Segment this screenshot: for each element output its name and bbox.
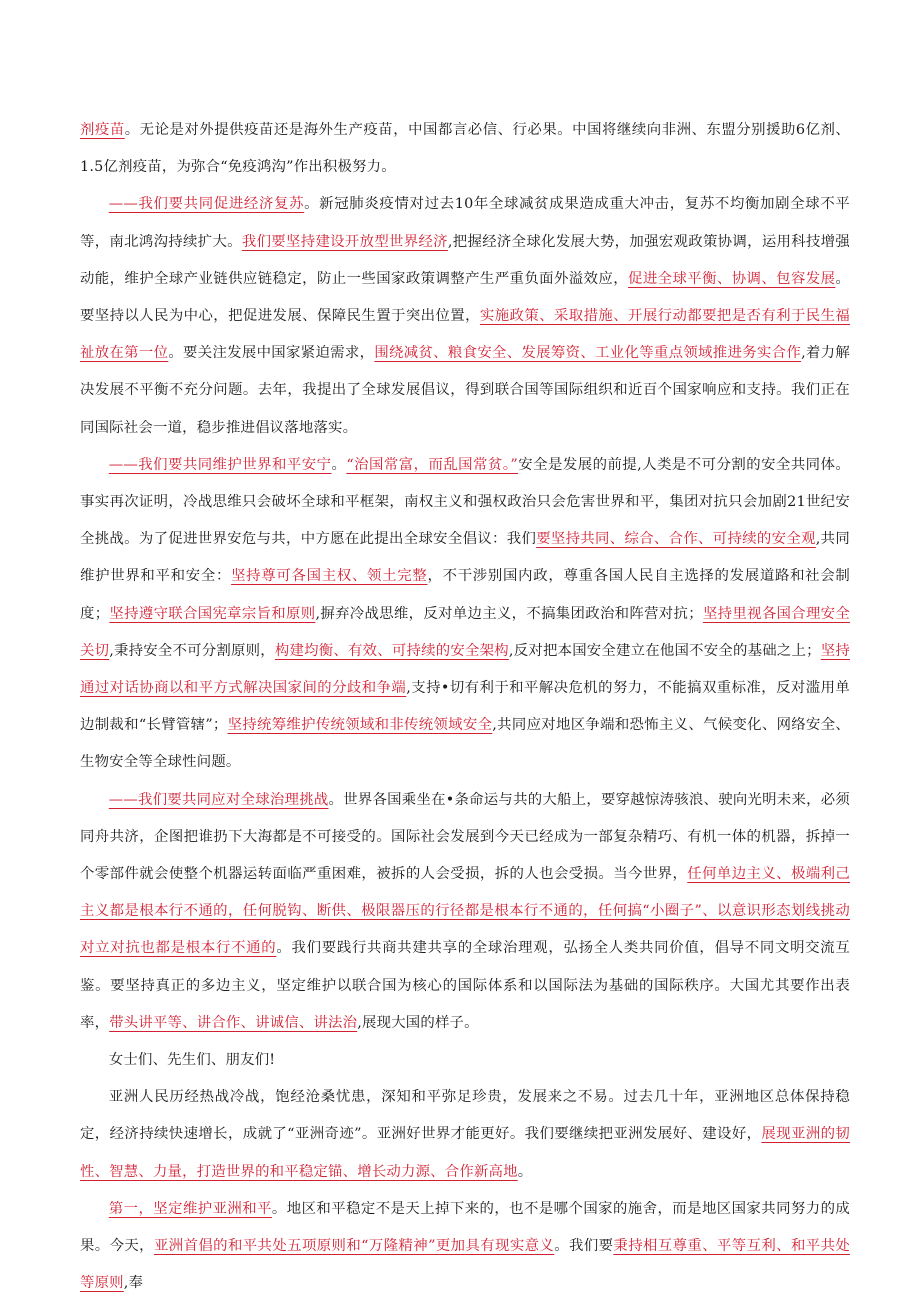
text-run: 。无论是对外提供疫苗还是海外生产疫苗，中国都言必信、行必果。中国将继续向非洲、东盟分别援助6亿剂、1.5亿剂疫苗，为弥合“免疫鸿沟”作出积极努力。 xyxy=(80,122,850,176)
text-run: ,共同应对地区争端和恐怖主义、气候变化、网络安全、生物安全等全球性问题。 xyxy=(80,717,851,771)
text-run: ,支持•切有利于和平解决危机的努力，不能搞双重标准，反对滥用单边制裁和“长臂管辖”； xyxy=(80,680,851,734)
paragraph-6 xyxy=(80,1079,850,1191)
highlight-run: 实施政策、采取措施、开展行动都要把是否有利于民生福祉放在第一位 xyxy=(80,308,850,362)
highlight-run: 亚洲首倡的和平共处五项原则和“万隆精神”更加具有现实意义 xyxy=(153,1238,555,1255)
text-run: 。要关注发展中国家紧迫需求， xyxy=(168,345,375,362)
text-run: 。地区和平稳定不是天上掉下来的，也不是哪个国家的施舍，而是地区国家共同努力的成果。今天， xyxy=(80,1200,850,1255)
highlight-run: 剂疫苗 xyxy=(80,122,125,138)
text-run: ,着力解决发展不平衡不充分问题。去年，我提出了全球发展倡议，得到联合国等国际组织和近百个国家响应和支持。我们正在同国际社会一道，稳步推进倡议落地落实。 xyxy=(80,345,850,436)
text-run: ,共同维护世界和平和安全： xyxy=(80,531,850,585)
section-heading: ——我们要共同应对全球治理挑战 xyxy=(108,791,329,808)
highlight-run: 秉持相互尊重、平等互利、和平共处等原则 xyxy=(80,1238,850,1292)
paragraph-3 xyxy=(80,447,850,782)
paragraph-7 xyxy=(80,1191,850,1303)
section-heading: ——我们要共同促进经济复苏 xyxy=(108,196,305,213)
highlight-run: 坚持尊可各国主权、领土完整 xyxy=(231,568,428,585)
text-run: ,秉持安全不可分割原则， xyxy=(109,642,275,659)
highlight-run: 坚持统筹维护传统领域和非传统领域安全 xyxy=(227,717,493,734)
highlight-run: 构建均衡、有效、可持续的安全架构 xyxy=(274,642,509,659)
salutation: 女士们、先生们、朋友们! xyxy=(108,1052,276,1069)
text-run: 安全是发展的前提,人类是不可分割的安全共同体。事实再次证明，冷战思维只会破坏全球和平框架，南权主义和强权政治只会危害世界和平，集团对抗只会加剧21世纪安全挑战。为了促进世界安危与共，中方愿在此提出全球安全倡议：我们 xyxy=(80,456,850,548)
text-run: ,奉 xyxy=(123,1275,144,1292)
text-run: ,摒弃冷战思维，反对单边主义，不搞集团政治和阵营对抗； xyxy=(315,605,703,622)
text-run: ,把握经济全球化发展大势，加强宏观政策协调，运用科技增强动能，维护全球产业链供应链稳定，防止一些国家政策调整产生严重负面外溢效应， xyxy=(80,233,850,287)
section-heading: ——我们要共同维护世界和平安宁 xyxy=(108,456,332,473)
highlight-run: 促进全球平衡、协调、包容发展 xyxy=(628,270,836,287)
text-run: 。我们要践行共商共建共享的全球治理观，弘扬全人类共同价值，倡导不同文明交流互鉴。要坚持真正的多边主义，坚定维护以联合国为核心的国际体系和以国际法为基础的国际秩序。大国尤其要作出表率， xyxy=(80,940,850,1031)
highlight-run: 坚持里视各国合理安全关切 xyxy=(80,605,850,659)
highlight-run: 带头讲平等、讲合作、讲诚信、讲法治 xyxy=(109,1014,358,1031)
paragraph-4 xyxy=(80,782,850,1042)
paragraph-2 xyxy=(80,186,850,446)
text-run: 。 xyxy=(331,456,347,473)
text-run: 。要坚持以人民为中心，把促进发展、保障民生置于突出位置， xyxy=(80,270,850,325)
section-heading: 第一，坚定维护亚洲和平 xyxy=(108,1200,272,1217)
highlight-run: 围绕减贫、粮食安全、发展筹资、工业化等重点领域推进务实合作 xyxy=(374,345,802,362)
text-run: ,展现大国的样子。 xyxy=(357,1014,479,1031)
text-run: ，不干涉别国内政，尊重各国人民自主选择的发展道路和社会制度； xyxy=(80,568,850,622)
text-run: 。新冠肺炎疫情对过去10年全球减贫成果造成重大冲击，复苏不均衡加剧全球不平等，南北鸿沟持续扩大。 xyxy=(80,196,850,250)
highlight-run: 展现亚洲的韧性、智慧、力量，打造世界的和平稳定锚、增长动力源、合作新高地 xyxy=(80,1126,850,1180)
highlight-run: 坚持通过对话协商以和平方式解决国家间的分歧和争端 xyxy=(80,642,850,697)
paragraph-5 xyxy=(80,1042,850,1079)
highlight-run: “治国常富，而乱国常贫。” xyxy=(346,456,518,473)
highlight-run: 坚持遵守联合国宪章宗旨和原则 xyxy=(109,605,316,622)
highlight-run: 任何单边主义、极端利己主义都是根本行不通的，任何脱钩、断供、极限器压的行径都是根本行不通的，任何搞“小圈子”、以意识形态划线挑动对立对抗也都是根本行不通的 xyxy=(80,866,851,957)
text-run: 。我们要 xyxy=(554,1238,614,1255)
document-body xyxy=(80,112,850,1303)
highlight-run: 要坚持共同、综合、合作、可持续的安全观 xyxy=(536,531,816,548)
paragraph-1 xyxy=(80,112,850,186)
text-run: 。 xyxy=(517,1163,533,1180)
text-run: 。世界各国乘坐在•条命运与共的大船上，要穿越惊涛骇浪、驶向光明未来，必须同舟共济，企图把谁扔下大海都是不可接受的。国际社会发展到今天已经成为一部复杂精巧、有机一体的机器，拆掉一个零部件就会使整个机器运转面临严重困难，被拆的人会受损，拆的人也会受损。当今世界， xyxy=(80,791,850,883)
highlight-run: 我们要坚持建设开放型世界经济 xyxy=(241,233,448,250)
text-run: ,反对把本国安全建立在他国不安全的基础之上； xyxy=(508,642,821,659)
text-run: 亚洲人民历经热战冷战，饱经沧桑忧患，深知和平弥足珍贵，发展来之不易。过去几十年，亚洲地区总体保持稳定，经济持续快速增长，成就了“亚洲奇迹”。亚洲好世界才能更好。我们要继续把亚洲发展好、建设好， xyxy=(80,1089,850,1143)
